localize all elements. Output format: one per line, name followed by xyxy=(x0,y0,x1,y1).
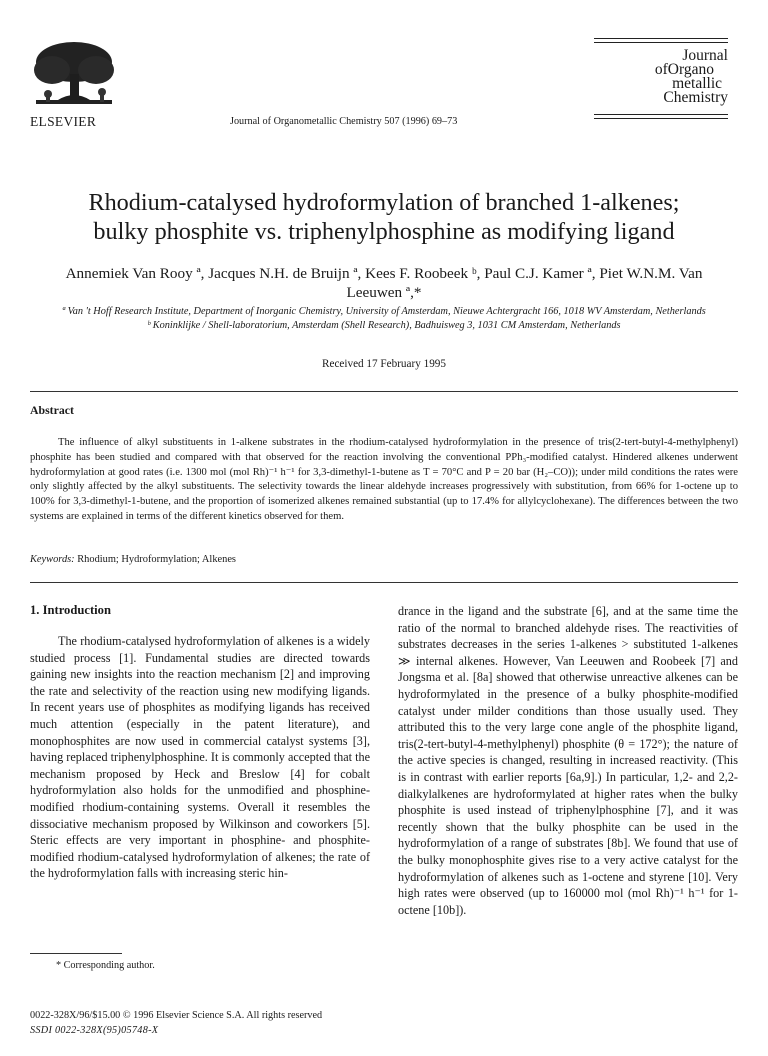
section-heading: 1. Introduction xyxy=(30,603,111,617)
publisher-name: ELSEVIER xyxy=(30,114,97,129)
divider xyxy=(30,391,738,392)
journal-logo xyxy=(594,36,734,128)
received-date: Received 17 February 1995 xyxy=(322,358,446,370)
article-title: Rhodium-catalysed hydroformylation of branched 1-alkenes; bulky phosphite vs. triphenylphosphine as modifying ligand xyxy=(88,189,680,245)
footnote-divider xyxy=(30,953,122,954)
journal-logo-word: ofOrgano xyxy=(654,61,714,78)
journal-logo-word: metallic xyxy=(672,75,722,92)
abstract-heading: Abstract xyxy=(30,403,74,417)
journal-logo-word: Journal xyxy=(682,47,728,64)
affiliation-a: ª Van 't Hoff Research Institute, Department of Inorganic Chemistry, University of Amsterdam, Nieuwe Achtergracht 166, 1018 WV Amsterdam, Netherlands xyxy=(62,306,706,317)
affiliations xyxy=(60,305,708,332)
elsevier-tree-logo xyxy=(28,40,120,112)
body-column-left: The rhodium-catalysed hydroformylation of alkenes is a widely studied process [1]. Fundamental studies are directed towards gaining new insights into the reaction mechanism [2] and improving the rate and selectivity of the reaction using new modifying ligands. In recent years use of phosphites as modifying ligands has received much attention (especially in the patent literature), and monophosphites are now used in commercial catalyst systems [3], having replaced triphenylphosphine. It is commonly accepted that the mechanism proposed by Heck and Breslow [4] for cobalt hydroformylation also holds for the unmodified and phosphine-modified rhodium-containing systems. Overall it resembles the dissociative mechanism proposed by Wilkinson and coworkers [5]. Steric effects are very important in phosphine- and phosphite-modified rhodium-catalysed hydroformylation of alkenes; the rate of the hydroformylation falls with increasing steric hin- xyxy=(30,634,370,881)
divider xyxy=(30,582,738,583)
ssdi-line: SSDI 0022-328X(95)05748-X xyxy=(30,1025,159,1036)
journal-logo-word: Chemistry xyxy=(663,89,728,106)
keywords xyxy=(30,554,738,565)
issn-line: 0022-328X/96/$15.00 © 1996 Elsevier Science S.A. All rights reserved xyxy=(30,1010,323,1021)
author-list: Annemiek Van Rooy ª, Jacques N.H. de Bruijn ª, Kees F. Roobeek ᵇ, Paul C.J. Kamer ª, Piet W.N.M. Van Leeuwen ª,* xyxy=(65,265,703,301)
journal-citation: Journal of Organometallic Chemistry 507 (1996) 69–73 xyxy=(230,116,458,127)
keywords-label: Keywords: xyxy=(30,554,75,565)
abstract-text: The influence of alkyl substituents in 1-alkene substrates in the rhodium-catalysed hydroformylation in the presence of tris(2-tert-butyl-4-methylphenyl) phosphite has been studied and compared with that observed for the reaction involving the conventional PPh₃-modified catalyst. Hindered alkenes underwent hydroformylation at good rates (i.e. 1300 mol (mol Rh)⁻¹ h⁻¹ for 3,3-dimethyl-1-butene as T = 70°C and P = 20 bar (H₂–CO)); under mild conditions the rates were only slightly affected by the alkyl substituents. The selectivity towards the linear aldehyde increases progressively with substitution, from 66% for 1-octene up to 100% for 3,3-dimethyl-1-butene, and the proportion of isomerized alkenes remained substantial (up to 17.4% for allylcyclohexane). The differences between the two systems are explained in terms of the different kinetics observed for them. xyxy=(30,437,738,522)
footnote: * Corresponding author. xyxy=(56,960,155,971)
body-column-right: drance in the ligand and the substrate [6], and at the same time the ratio of the normal to branched aldehyde rises. The reactivities of substrates decreases in the series 1-alkenes > substituted 1-alkenes ≫ internal alkenes. However, Van Leeuwen and Roobeek [7] and Jongsma et al. [8a] showed that otherwise unreactive alkenes can be hydroformylated in the presence of a bulky phosphite-modified catalyst under milder conditions than those usually used. They attributed this to the very large cone angle of the phosphite ligand, tris(2-tert-butyl-4-methylphenyl) phosphite (θ = 172°); the nature of the active species is changed, resulting in increased reactivity. (This is in contrast with earlier reports [6a,9].) In particular, 1,2- and 2,2-dialkylalkenes are hydroformylated at higher rates when the bulky phosphite is used instead of triphenylphosphine [7], and it was recently shown that the bulky phosphite can be used in the hydroformylation of a range of substrates [8b]. We found that use of the bulky monophosphite gives rise to a very active catalyst for the hydroformylation of alkenes such as 1-octene and styrene [10]. Very high rates were observed (up to 160000 mol (mol Rh)⁻¹ h⁻¹ for 1-octene [10b]). xyxy=(398,604,738,917)
keywords-text: Rhodium; Hydroformylation; Alkenes xyxy=(77,554,236,565)
affiliation-b: ᵇ Koninklijke / Shell-laboratorium, Amsterdam (Shell Research), Badhuisweg 3, 1031 CM Amsterdam, Netherlands xyxy=(147,319,621,331)
